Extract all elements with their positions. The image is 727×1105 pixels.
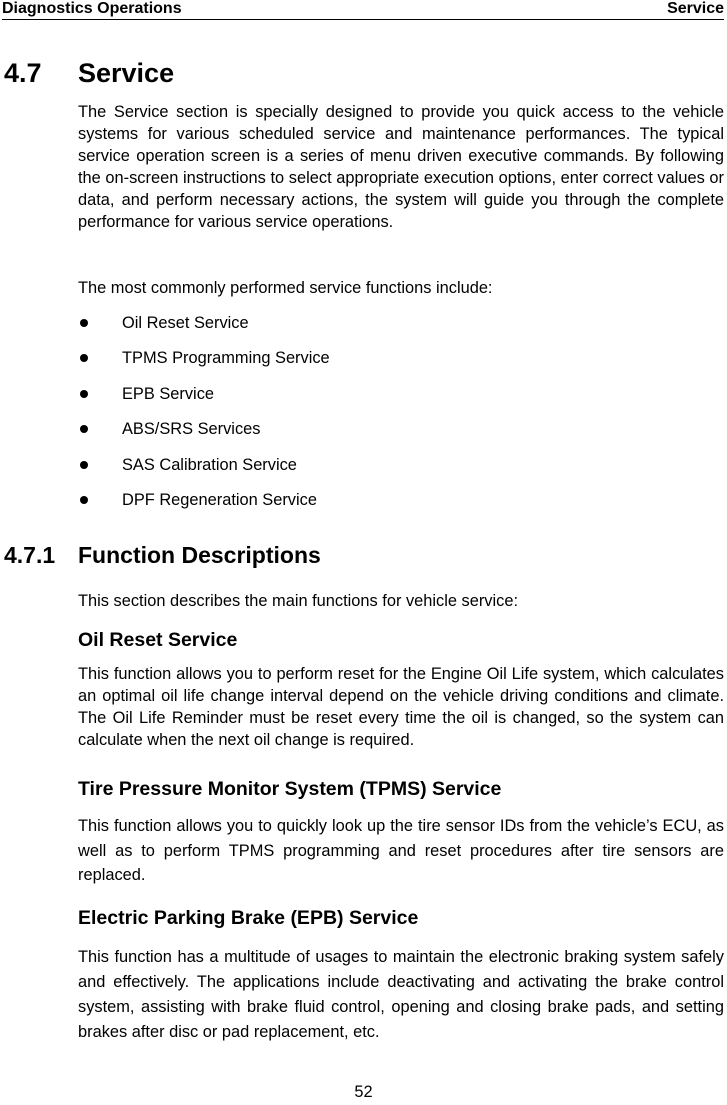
oil-reset-block: [78, 663, 724, 751]
bullet-icon: [80, 425, 88, 433]
running-header: [2, 0, 724, 20]
list-item-label: TPMS Programming Service: [122, 349, 330, 368]
header-section-title: Service: [667, 0, 724, 17]
section-title: Service: [78, 58, 175, 88]
list-item-label: EPB Service: [122, 384, 215, 403]
list-item: [78, 347, 724, 382]
section-number: 4.7: [4, 58, 42, 88]
list-item: [78, 383, 724, 418]
list-item-label: Oil Reset Service: [122, 314, 249, 332]
bullet-icon: [80, 319, 88, 327]
page-number: 52: [354, 1083, 373, 1101]
tpms-block: [78, 814, 724, 888]
epb-heading: Electric Parking Brake (EPB) Service: [78, 907, 419, 929]
section-intro-paragraph: The Service section is specially designed to provide you quick access to the vehicle systems for various scheduled service and maintenance performances. The typical service operation screen is a series of menu driven executive commands. By following the on-screen instructions to select appropriate execution options, enter correct values or data, and perform necessary actions, the system will guide you through the complete performance for various service operations.: [78, 103, 724, 231]
oil-reset-heading: Oil Reset Service: [78, 629, 238, 651]
bullet-icon: [80, 496, 88, 504]
bullet-icon: [80, 354, 88, 362]
list-item: [78, 454, 724, 489]
list-item-label: SAS Calibration Service: [122, 455, 297, 474]
list-item: [78, 312, 724, 347]
tpms-paragraph: This function allows you to quickly look up the tire sensor IDs from the vehicle’s ECU, as well as to perform TPMS programming and reset procedures after tire sensors are replaced.: [78, 817, 724, 884]
section-intro-block: [78, 101, 724, 233]
section-heading: [4, 56, 174, 90]
list-intro-paragraph: The most commonly performed service functions include:: [78, 279, 493, 297]
list-item: [78, 489, 724, 524]
list-item: [78, 418, 724, 453]
header-chapter-title: Diagnostics Operations: [2, 0, 182, 17]
subsection-title: Function Descriptions: [78, 542, 321, 568]
list-intro-block: [78, 277, 724, 299]
subsection-heading: [4, 540, 321, 570]
subsection-intro-block: [78, 590, 724, 612]
subsection-number: 4.7.1: [4, 542, 56, 568]
bullet-icon: [80, 461, 88, 469]
subsection-intro-paragraph: This section describes the main functions for vehicle service:: [78, 592, 519, 610]
bullet-icon: [80, 390, 88, 398]
epb-paragraph: This function has a multitude of usages to maintain the electronic braking system safely and effectively. The applications include deactivating and activating the brake control system, assisting with brake fluid control, opening and closing brake pads, and setting brakes after disc or pad replacement, etc.: [78, 948, 724, 1041]
epb-block: [78, 945, 724, 1045]
oil-reset-paragraph: This function allows you to perform reset for the Engine Oil Life system, which calculates an optimal oil life change interval depend on the vehicle driving conditions and climate. The Oil Life Reminder must be reset every time the oil is changed, so the system can calculate when the next oil change is required.: [78, 665, 724, 749]
tpms-heading: Tire Pressure Monitor System (TPMS) Service: [78, 778, 502, 800]
list-item-label: DPF Regeneration Service: [122, 490, 317, 509]
list-item-label: ABS/SRS Services: [122, 420, 261, 439]
service-functions-list: [78, 312, 724, 524]
